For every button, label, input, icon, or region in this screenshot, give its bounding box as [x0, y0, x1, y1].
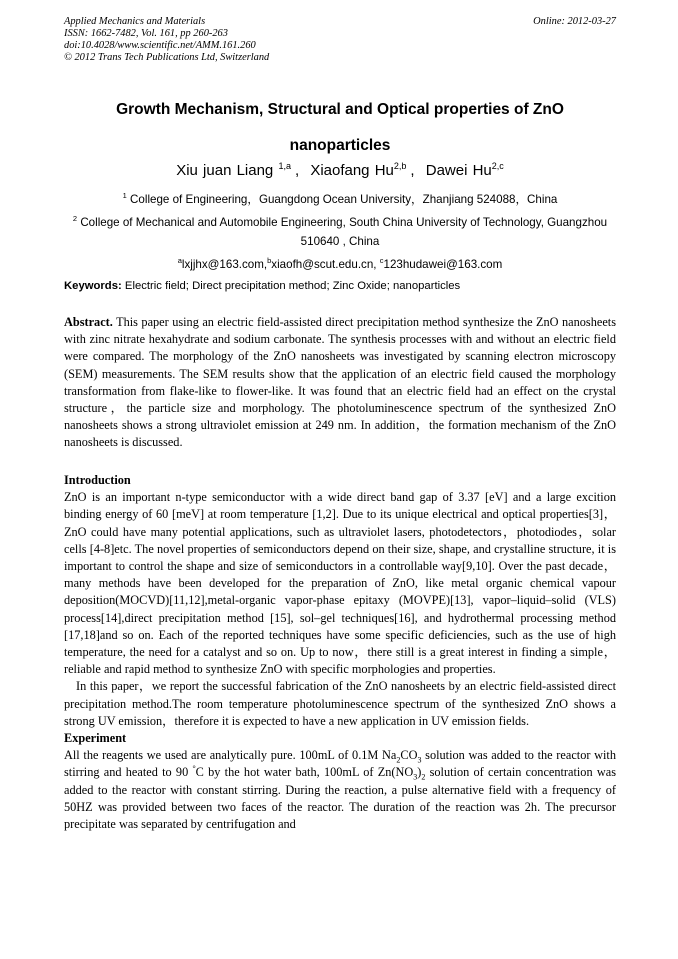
author-sup: 2,b	[393, 161, 407, 171]
author-name: Dawei Hu	[425, 162, 492, 179]
online-date: Online: 2012-03-27	[533, 16, 616, 27]
author-name: Xiu juan Liang	[176, 162, 274, 179]
keywords-text: Electric field; Direct precipitation method; Zinc Oxide; nanoparticles	[121, 280, 461, 292]
journal-header	[64, 16, 616, 64]
abstract-label: Abstract.	[64, 315, 113, 329]
main-text	[64, 472, 616, 833]
affiliation-1: $^1$ College of Engineering，Guangdong Ocean University，Zhanjiang 524088，China	[122, 191, 558, 206]
author-emails: $^a$lxjjhx@163.com,$^b$xiaofh@scut.edu.cn, $^c$123hudawei@163.com	[177, 255, 503, 271]
abstract-text: This paper using an electric field-assisted direct precipitation method synthesize the ZnO nanosheets with zinc nitrate hexahydrate and sodium carbonate. The synthesis processes with and without an electric field were compared. The morphology of the ZnO nanosheets was investigated by scanning electron microscopy (SEM) measurements. The SEM results show that the application of an electric field caused the morphology transformation from flake-like to flower-like. It was found that an electric field had an effect on the crystal structure，the particle size and morphology. The photoluminescence spectrum of the synthesized ZnO nanosheets shows a strong ultraviolet emission at 249 nm. In addition，the formation mechanism of the ZnO nanosheets is discussed.	[64, 315, 616, 450]
paragraph: ZnO is an important n-type semiconductor with a wide direct band gap of 3.37 [eV] and a large excition binding energy of 60 [meV] at room temperature [1,2]. Due to its unique electrical and optical properties[3]，ZnO could have many potential applications, such as ultraviolet lasers, photodetectors，photodiodes，solar cells [4-8]etc. The novel properties of semiconductors depend on their size, shape, and crystalline structure, it is important to control the shape and size of semiconductors in a controllable way[9,10]. Over the past decade，many methods have been developed for the preparation of ZnO, like metal organic chemical vapour deposition(MOCVD)[11,12],metal-organic vapor-phase epitaxy (MOVPE)[13], vapor–liquid–solid (VLS) process[14],direct precipitation method [15], sol–gel techniques[16], and hydrothermal processing method [17,18]and so on. Each of the reported techniques have some specific deficiencies, such as the use of high temperature, the need for a catalyst and so on. Up to now，there still is a great interest in finding a simple，reliable and rapid method to synthesize ZnO with specific morphologies and properties.	[64, 490, 616, 677]
author-list: Xiu juan Liang $^{1,a}$ , Xiaofang Hu$^{2,b}$ , Dawei Hu$^{2,c}$	[176, 161, 504, 179]
keywords	[64, 278, 616, 294]
author-sup: 1,a	[278, 161, 291, 171]
email-link[interactable]: 123hudawei@163.com	[383, 257, 503, 271]
abstract	[64, 314, 616, 452]
journal-copyright: © 2012 Trans Tech Publications Ltd, Switzerland	[64, 52, 270, 63]
journal-name: Applied Mechanics and Materials	[64, 16, 206, 27]
author-name: Xiaofang Hu	[310, 162, 394, 179]
affiliations	[64, 186, 616, 274]
paper-title: Growth Mechanism, Structural and Optical properties of ZnO nanoparticles	[116, 101, 564, 154]
author-sup: 2,c	[491, 161, 504, 171]
paragraph: In this paper，we report the successful fabrication of the ZnO nanosheets by an electric field-assisted direct precipitation method.The room temperature photoluminescence spectrum of the synthesized ZnO shows a strong UV emission，therefore it is expected to have a new application in UV emission fields.	[64, 679, 616, 728]
email-link[interactable]: xiaofh@scut.edu.cn,	[271, 257, 380, 271]
keywords-label: Keywords:	[64, 280, 122, 292]
section-heading-experiment: Experiment	[64, 731, 127, 746]
journal-issn: ISSN: 1662-7482, Vol. 161, pp 260-263	[64, 28, 228, 39]
email-link[interactable]: lxjjhx@163.com,	[181, 257, 268, 271]
journal-doi: doi:10.4028/www.scientific.net/AMM.161.260	[64, 40, 256, 51]
paragraph: All the reagents we used are analytically pure. 100mL of 0.1M $Na_2CO_3$ solution was added to the reactor with stirring and heated to 90 °C by the hot water bath, 100mL of $Zn(NO_3)_2$ solution of certain concentration was added to the reactor with constant stirring. During the reaction, a pulse alternative field with a frequency of 50HZ was provided between two faces of the reactor. The duration of the reaction was 2h. The precursor precipitate was separated by centrifugation and	[64, 748, 616, 832]
section-heading-introduction: Introduction	[64, 473, 131, 487]
affiliation-2: $^2$ College of Mechanical and Automobile Engineering, South China University of Technology, Guangzhou 510640 , China	[72, 213, 608, 248]
